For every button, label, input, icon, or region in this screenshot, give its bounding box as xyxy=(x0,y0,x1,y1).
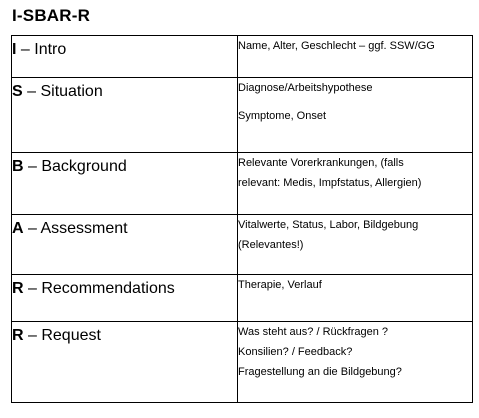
content-line: Name, Alter, Geschlecht – ggf. SSW/GG xyxy=(238,40,435,52)
step-label: – Situation xyxy=(22,83,103,100)
table-row-request xyxy=(12,322,473,403)
step-label: – Background xyxy=(23,158,127,175)
step-name-cell xyxy=(12,36,238,78)
step-letter: I xyxy=(12,41,17,58)
content-line: Therapie, Verlauf xyxy=(238,279,322,291)
content-line: Konsilien? / Feedback? xyxy=(238,346,353,358)
step-label: – Recommendations xyxy=(23,280,175,297)
step-content-cell xyxy=(238,78,473,153)
content-line: Was steht aus? / Rückfragen ? xyxy=(238,326,388,338)
step-name-cell xyxy=(12,322,238,403)
step-letter: S xyxy=(12,83,23,100)
table-row-background xyxy=(12,153,473,215)
content-line: Symptome, Onset xyxy=(238,110,327,122)
step-content-cell xyxy=(238,275,473,322)
step-letter: B xyxy=(12,158,24,175)
step-label: – Intro xyxy=(16,41,67,58)
step-name-cell xyxy=(12,275,238,322)
table-row-assessment xyxy=(12,215,473,275)
step-letter: R xyxy=(12,327,24,344)
step-label: – Request xyxy=(23,327,101,344)
table-row-recommendations xyxy=(12,275,473,322)
table-row-situation xyxy=(12,78,473,153)
content-line: relevant: Medis, Impfstatus, Allergien) xyxy=(238,177,422,189)
document-title: I-SBAR-R xyxy=(12,6,91,25)
content-line: Diagnose/Arbeitshypothese xyxy=(238,82,373,94)
step-name-cell xyxy=(12,78,238,153)
step-label: – Assessment xyxy=(23,220,128,237)
step-content-cell xyxy=(238,153,473,215)
step-content-cell xyxy=(238,36,473,78)
content-line: Relevante Vorerkrankungen, (falls xyxy=(238,157,404,169)
step-name-cell xyxy=(12,153,238,215)
step-letter: R xyxy=(12,280,24,297)
table-row-intro xyxy=(12,36,473,78)
isbar-table xyxy=(11,35,473,403)
content-line: Vitalwerte, Status, Labor, Bildgebung xyxy=(238,219,419,231)
step-letter: A xyxy=(12,220,24,237)
step-content-cell xyxy=(238,215,473,275)
content-line: Fragestellung an die Bildgebung? xyxy=(238,366,402,378)
step-name-cell xyxy=(12,215,238,275)
content-line: (Relevantes!) xyxy=(238,239,304,251)
step-content-cell xyxy=(238,322,473,403)
